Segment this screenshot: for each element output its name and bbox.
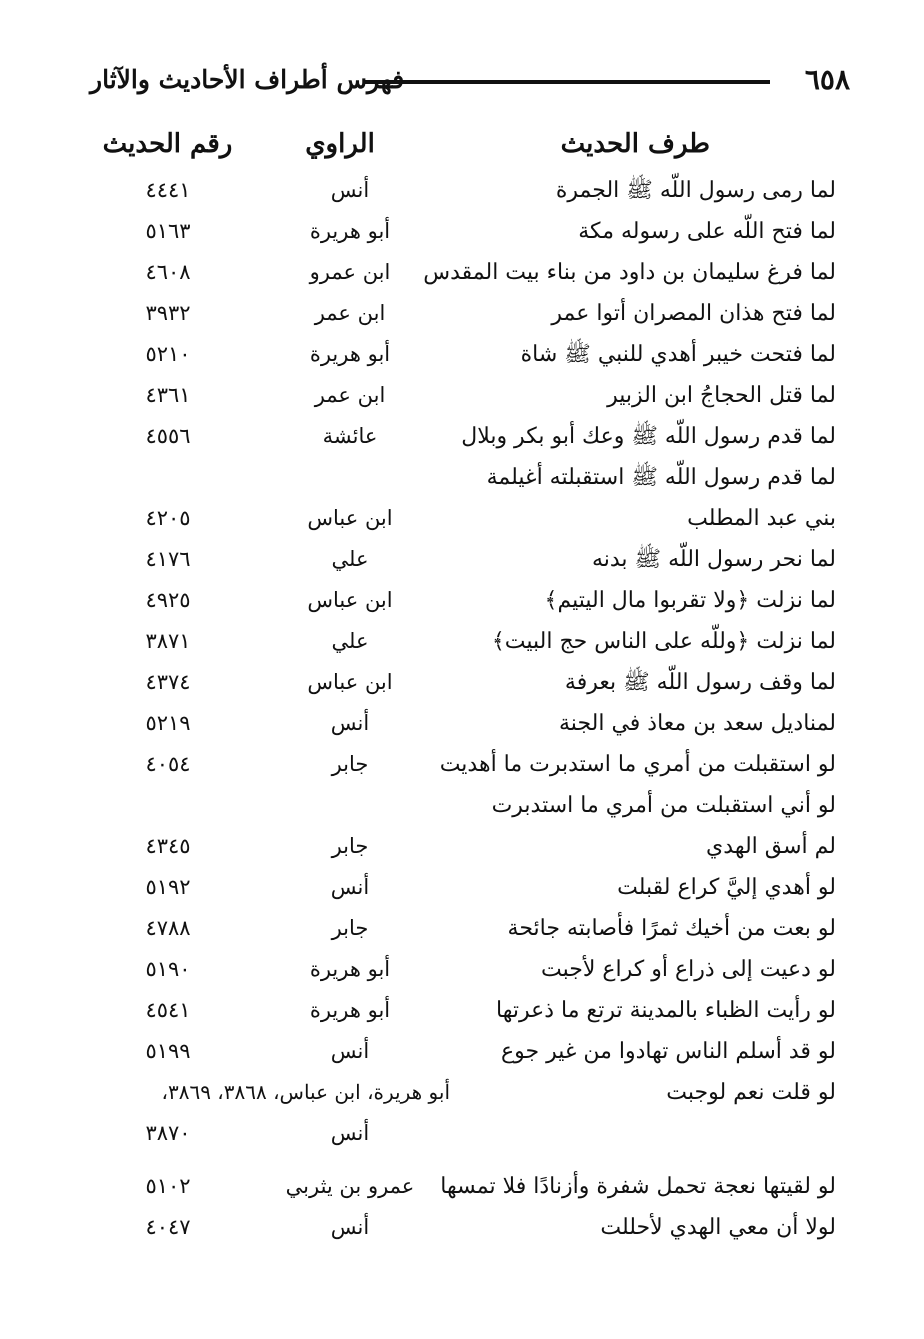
narrator-name (255, 785, 445, 826)
hadith-text: لما نحر رسول اللّه ﷺ بدنه (591, 547, 836, 572)
row-gap (0, 1154, 924, 1166)
hadith-number (118, 457, 218, 498)
hadith-text: لو لقيتها نعجة تحمل شفرة وأزنادًا فلا تمسها (440, 1174, 836, 1199)
hadith-number: ٣٨٧٠ (145, 1121, 191, 1145)
narrator-name: جابر (331, 752, 369, 776)
hadith-text: لو بعت من أخيك ثمرًا فأصابته جائحة (507, 916, 836, 941)
hadith-text: لما فتحت خيبر أهدي للنبي ﷺ شاة (520, 342, 836, 367)
hadith-number: ٥١٦٣ (145, 219, 191, 243)
narrator-name: ابن عمر (314, 383, 386, 407)
narrator-name: علي (331, 629, 369, 653)
table-row (0, 252, 924, 293)
table-row (0, 334, 924, 375)
hadith-number: ٤٠٥٤ (145, 752, 191, 776)
hadith-text: لو استقبلت من أمري ما استدبرت ما أهديت (439, 752, 836, 777)
hadith-number: ٤٣٦١ (145, 383, 191, 407)
hadith-text: لم أسق الهدي (706, 834, 836, 859)
hadith-text: لو رأيت الظباء بالمدينة ترتع ما ذعرتها (495, 998, 836, 1023)
narrator-name: أنس (330, 711, 370, 735)
narrator-name: أبو هريرة (309, 957, 391, 981)
narrator-name: أبو هريرة (309, 342, 391, 366)
page-number: ٦٥٨ (804, 63, 850, 96)
table-row (0, 1031, 924, 1072)
hadith-number: ٥١٩٢ (145, 875, 191, 899)
hadith-text: لو قلت نعم لوجبت (666, 1080, 836, 1105)
narrator-name: ابن عباس (307, 670, 393, 694)
table-row (0, 580, 924, 621)
table-row (0, 785, 924, 826)
hadith-number: ٤٦٠٨ (145, 260, 191, 284)
narrator-name: عائشة (322, 424, 378, 448)
table-row (0, 826, 924, 867)
table-row (0, 908, 924, 949)
table-row (0, 1072, 924, 1113)
table-row (0, 1113, 924, 1154)
table-row (0, 703, 924, 744)
table-row (0, 744, 924, 785)
hadith-number: ٤٢٠٥ (145, 506, 191, 530)
table-row (0, 416, 924, 457)
hadith-text: لمناديل سعد بن معاذ في الجنة (559, 711, 836, 736)
table-row (0, 990, 924, 1031)
hadith-index-table (0, 170, 924, 1248)
hadith-number: ٥٢١٩ (145, 711, 191, 735)
hadith-number: ٥١٠٢ (145, 1174, 191, 1198)
narrator-name: عمرو بن يثربي (285, 1174, 415, 1198)
table-row (0, 170, 924, 211)
narrator-name: ابن عباس (307, 588, 393, 612)
table-row (0, 498, 924, 539)
narrator-name: أنس (330, 875, 370, 899)
hadith-text: لما قدم رسول اللّه ﷺ وعك أبو بكر وبلال (461, 424, 836, 449)
hadith-text: لما نزلت ﴿ولا تقربوا مال اليتيم﴾ (544, 588, 836, 613)
narrator-name: أنس (330, 178, 370, 202)
hadith-text: لما فتح اللّه على رسوله مكة (578, 219, 836, 244)
table-row (0, 662, 924, 703)
running-title: فهرس أطراف الأحاديث والآثار (90, 65, 405, 94)
hadith-text: لما نزلت ﴿وللّه على الناس حج البيت﴾ (491, 629, 836, 654)
narrator-name: أبو هريرة (309, 998, 391, 1022)
narrator-name: أنس (330, 1039, 370, 1063)
narrator-and-numbers: أبو هريرة، ابن عباس، ٣٨٦٨، ٣٨٦٩، (161, 1080, 450, 1104)
narrator-name: أنس (330, 1215, 370, 1239)
hadith-text: لولا أن معي الهدي لأحللت (600, 1215, 836, 1240)
hadith-number: ٤٣٤٥ (145, 834, 191, 858)
table-row (0, 211, 924, 252)
hadith-number: ٤٥٥٦ (145, 424, 191, 448)
narrator-name (255, 457, 445, 498)
hadith-number: ٤٤٤١ (145, 178, 191, 202)
header-rule (365, 80, 770, 84)
hadith-text: لما قدم رسول اللّه ﷺ استقبلته أغيلمة (486, 465, 836, 490)
narrator-name: أبو هريرة (309, 219, 391, 243)
column-header-narrator: الراوي (305, 129, 375, 159)
hadith-number: ٤٣٧٤ (145, 670, 191, 694)
table-row (0, 949, 924, 990)
table-row (0, 457, 924, 498)
hadith-number: ٤١٧٦ (145, 547, 191, 571)
table-row (0, 621, 924, 662)
column-header-hadith-text: طرف الحديث (560, 129, 710, 159)
hadith-number: ٥٢١٠ (145, 342, 191, 366)
hadith-text: لما قتل الحجاجُ ابن الزبير (607, 383, 836, 408)
hadith-number: ٤٥٤١ (145, 998, 191, 1022)
hadith-text: لما فتح هذان المصران أتوا عمر (551, 301, 836, 326)
narrator-name: أنس (330, 1121, 370, 1145)
table-row (0, 375, 924, 416)
hadith-text: لو أني استقبلت من أمري ما استدبرت (491, 793, 836, 818)
narrator-name: علي (331, 547, 369, 571)
hadith-number: ٤٠٤٧ (145, 1215, 191, 1239)
table-row (0, 1207, 924, 1248)
table-row (0, 539, 924, 580)
page-header (90, 60, 850, 110)
narrator-name: ابن عباس (307, 506, 393, 530)
narrator-name: ابن عمرو (309, 260, 391, 284)
table-row (0, 1166, 924, 1207)
hadith-number: ٤٧٨٨ (145, 916, 191, 940)
hadith-text: لو دعيت إلى ذراع أو كراع لأجبت (541, 957, 836, 982)
hadith-number: ٥١٩٩ (145, 1039, 191, 1063)
hadith-number: ٥١٩٠ (145, 957, 191, 981)
table-row (0, 293, 924, 334)
narrator-name: ابن عمر (314, 301, 386, 325)
hadith-text: بني عبد المطلب (687, 506, 836, 531)
hadith-number (118, 785, 218, 826)
hadith-number: ٤٩٢٥ (145, 588, 191, 612)
hadith-text: لما رمى رسول اللّه ﷺ الجمرة (555, 178, 836, 203)
column-header-hadith-number: رقم الحديث (102, 129, 233, 159)
hadith-number: ٣٨٧١ (145, 629, 191, 653)
narrator-name: جابر (331, 916, 369, 940)
table-row (0, 867, 924, 908)
hadith-text: لو قد أسلم الناس تهادوا من غير جوع (501, 1039, 836, 1064)
hadith-number: ٣٩٣٢ (145, 301, 191, 325)
hadith-text: لو أهدي إليَّ كراع لقبلت (617, 875, 836, 900)
hadith-text: لما وقف رسول اللّه ﷺ بعرفة (564, 670, 836, 695)
narrator-name: جابر (331, 834, 369, 858)
hadith-text: لما فرغ سليمان بن داود من بناء بيت المقدس (423, 260, 836, 285)
